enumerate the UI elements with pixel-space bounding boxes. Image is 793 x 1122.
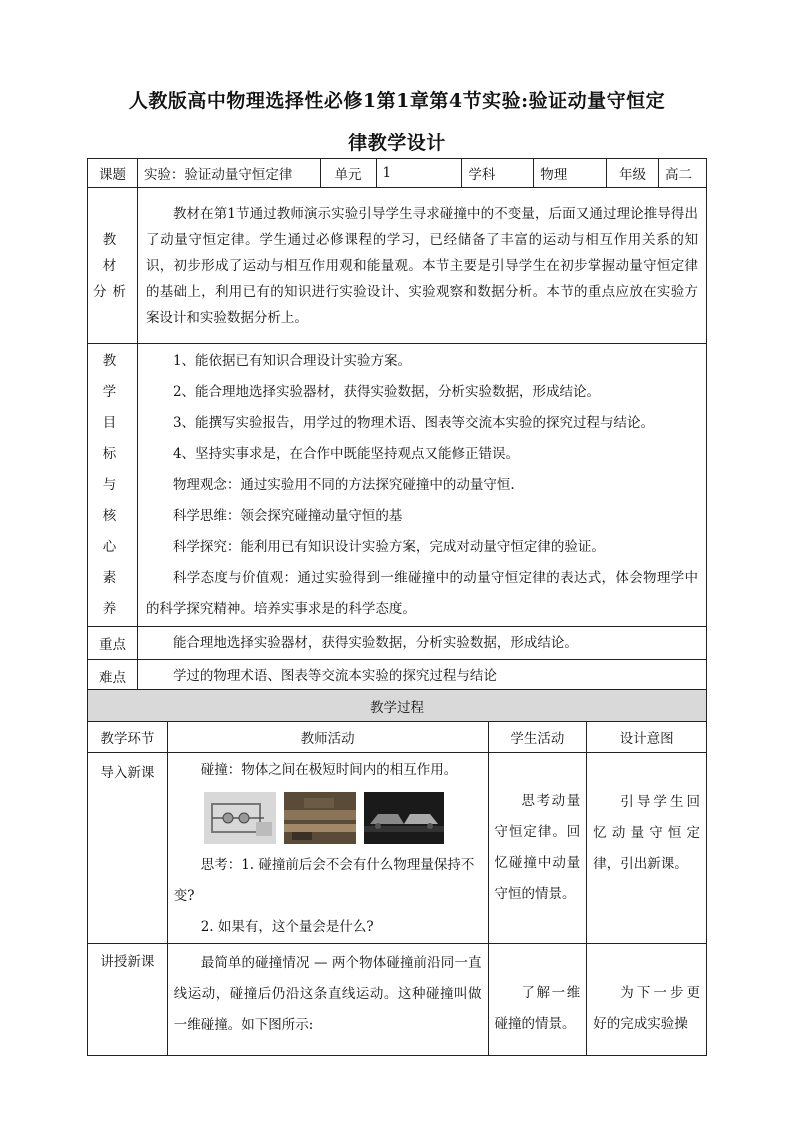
- intent-cell: [587, 944, 707, 1056]
- stage-cell: 导入新课: [88, 753, 168, 944]
- unit-label: 单元: [320, 159, 376, 188]
- goal-item: 2、能合理地选择实验器材，获得实验数据，分析实验数据，形成结论。: [172, 383, 601, 400]
- key-point-text: 能合理地选择实验器材，获得实验数据，分析实验数据，形成结论。: [137, 627, 706, 660]
- subject-value: 物理: [534, 159, 607, 188]
- topic-value: 实验：验证动量守恒定律: [137, 159, 320, 188]
- crash-test-photo: [284, 792, 356, 844]
- teacher-cell: [167, 944, 488, 1056]
- goal-item: 4、坚持实事求是，在合作中既能坚持观点又能修正错误。: [172, 445, 520, 462]
- process-title: 教学过程: [88, 690, 707, 722]
- student-text: 思考动量守恒定律。回忆碰撞中动量守恒的情景。: [494, 793, 581, 902]
- goals-label: 教 学 目 标 与 核 心 素 养: [88, 344, 138, 627]
- goals-list: [137, 344, 706, 627]
- header-stage: 教学环节: [88, 722, 168, 753]
- grade-label: 年级: [607, 159, 659, 188]
- lesson-info-table: [87, 158, 707, 693]
- student-cell: [488, 944, 587, 1056]
- intent-text: 为下一步更好的完成实验操: [593, 985, 700, 1032]
- teaching-process-table: [87, 689, 707, 1056]
- topic-label: 课题: [88, 159, 138, 188]
- teacher-cell: [167, 753, 488, 944]
- subject-label: 学科: [462, 159, 534, 188]
- difficulty-label: 难点: [88, 660, 138, 693]
- intent-cell: [587, 753, 707, 944]
- teacher-text: 最简单的碰撞情况 — 两个物体碰撞前沿同一直线运动，碰撞后仍沿这条直线运动。这种碰撞叫做一维碰撞。如下图所示:: [173, 955, 482, 1033]
- goal-item: 科学探究：能利用已有知识设计实验方案，完成对动量守恒定律的验证。: [172, 538, 605, 555]
- goal-item: 科学思维：领会探究碰撞动量守恒的基: [172, 507, 403, 524]
- student-text: 了解一维碰撞的情景。: [494, 985, 581, 1032]
- student-cell: [488, 753, 587, 944]
- teacher-text: 思考：1. 碰撞前后会不会有什么物理量保持不变?: [173, 857, 475, 904]
- grade-value: 高二: [659, 159, 707, 188]
- document-title-line2: 律教学设计: [348, 132, 446, 154]
- intent-text: 引导学生回忆动量守恒定律，引出新课。: [593, 794, 700, 872]
- difficulty-text: 学过的物理术语、图表等交流本实验的探究过程与结论: [137, 660, 706, 693]
- table-row: [88, 944, 707, 1056]
- header-teacher: 教师活动: [167, 722, 488, 753]
- goal-item: 物理观念：通过实验用不同的方法探究碰撞中的动量守恒.: [172, 476, 515, 493]
- header-intent: 设计意图: [587, 722, 707, 753]
- collision-photos: [168, 786, 488, 850]
- car-crash-photo: [364, 792, 444, 844]
- goal-item: 3、能撰写实验报告，用学过的物理术语、图表等交流本实验的探究过程与结论。: [172, 414, 655, 431]
- teacher-text: 碰撞：物体之间在极短时间内的相互作用。: [200, 762, 458, 778]
- analysis-text: 教材在第1节通过教师演示实验引导学生寻求碰撞中的不变量，后面又通过理论推导得出了动量守恒定律。学生通过必修课程的学习，已经储备了丰富的运动与相互作用关系的知识，初步形成了运动与相互作用观和能量观。本节主要是引导学生在初步掌握动量守恒定律的基础上，利用已有的知识进行实验设计、实验观察和数据分析。本节的重点应放在实验方案设计和实验数据分析上。: [137, 188, 706, 344]
- key-point-label: 重点: [88, 627, 138, 660]
- unit-value: 1: [376, 159, 462, 188]
- goal-item: 1、能依据已有知识合理设计实验方案。: [172, 352, 412, 369]
- table-row: [88, 753, 707, 944]
- teacher-text: 2. 如果有，这个量会是什么?: [200, 919, 374, 935]
- goal-item: 科学态度与价值观：通过实验得到一维碰撞中的动量守恒定律的表达式，体会物理学中的科学探究精神。培养实事求是的科学态度。: [145, 569, 698, 617]
- header-student: 学生活动: [488, 722, 587, 753]
- collision-apparatus-photo: [204, 792, 276, 844]
- stage-cell: 讲授新课: [88, 944, 168, 1056]
- analysis-label: 教 材 分析: [88, 188, 138, 344]
- document-title-line1: 人教版高中物理选择性必修1第1章第4节实验:验证动量守恒定: [128, 90, 666, 112]
